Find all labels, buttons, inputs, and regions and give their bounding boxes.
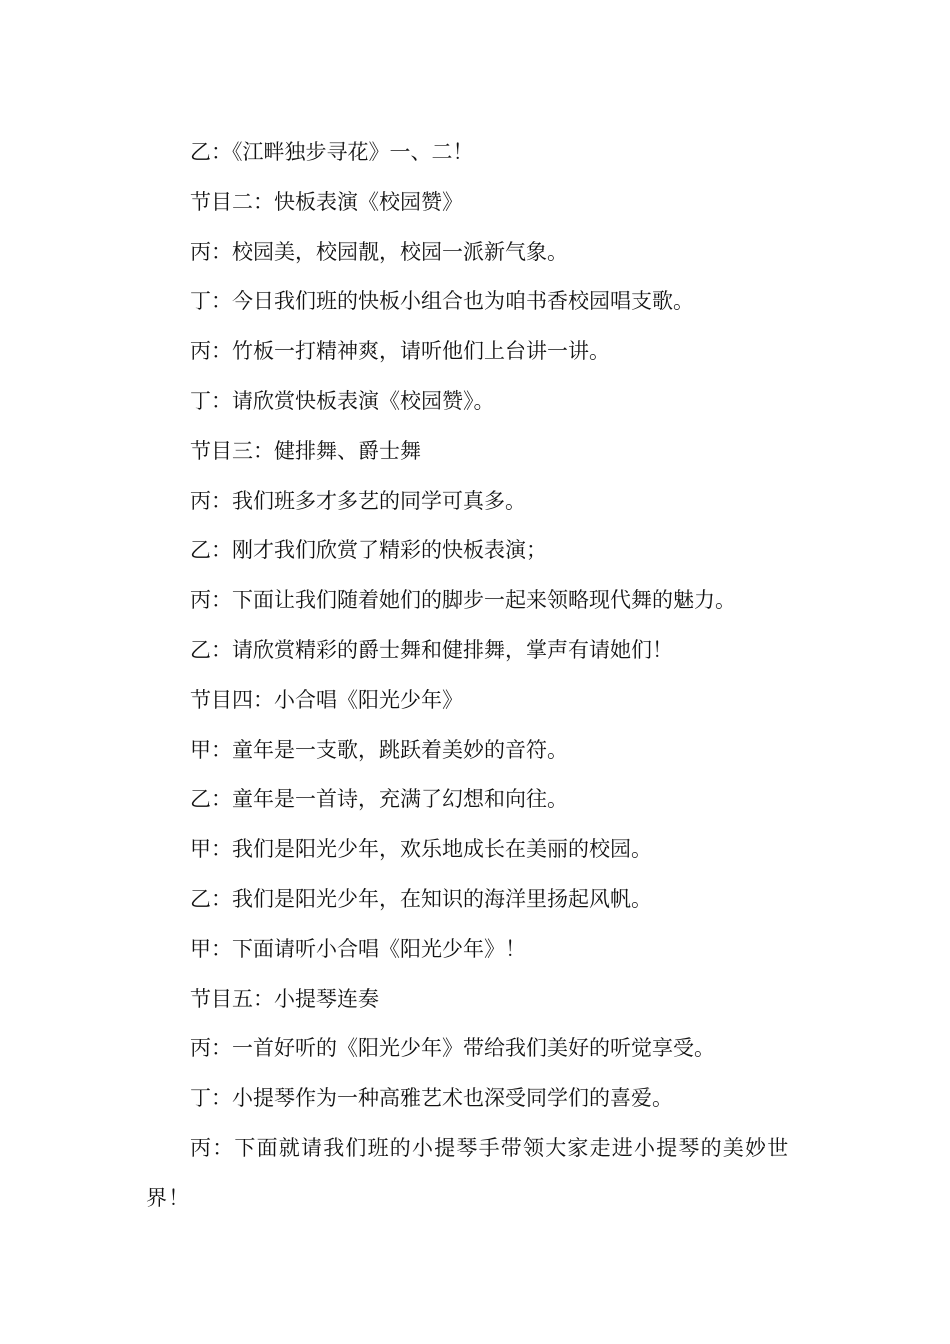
paragraph: 丙：一首好听的《阳光少年》带给我们美好的听觉享受。 bbox=[190, 1036, 715, 1061]
paragraph: 丁：小提琴作为一种高雅艺术也深受同学们的喜爱。 bbox=[190, 1086, 673, 1111]
paragraph: 丁：今日我们班的快板小组合也为咱书香校园唱支歌。 bbox=[190, 289, 694, 314]
document-body bbox=[146, 128, 816, 1224]
program-heading: 节目三：健排舞、爵士舞 bbox=[190, 438, 421, 463]
paragraph: 乙：刚才我们欣赏了精彩的快板表演； bbox=[190, 538, 547, 563]
paragraph: 丙：下面就请我们班的小提琴手带领大家走进小提琴的美妙世界！ bbox=[146, 1135, 790, 1210]
paragraph: 丙：下面让我们随着她们的脚步一起来领略现代舞的魅力。 bbox=[190, 588, 736, 613]
paragraph: 丙：我们班多才多艺的同学可真多。 bbox=[190, 488, 526, 513]
program-heading: 节目五：小提琴连奏 bbox=[190, 986, 379, 1011]
paragraph: 乙：请欣赏精彩的爵士舞和健排舞，掌声有请她们！ bbox=[190, 637, 673, 662]
paragraph: 甲：童年是一支歌，跳跃着美妙的音符。 bbox=[190, 737, 568, 762]
program-heading: 节目二：快板表演《校园赞》 bbox=[190, 189, 463, 214]
paragraph: 丙：校园美，校园靓，校园一派新气象。 bbox=[190, 239, 568, 264]
program-heading: 节目四：小合唱《阳光少年》 bbox=[190, 687, 463, 712]
paragraph: 甲：下面请听小合唱《阳光少年》！ bbox=[190, 936, 526, 961]
paragraph: 丁：请欣赏快板表演《校园赞》。 bbox=[190, 388, 495, 413]
paragraph: 丙：竹板一打精神爽，请听他们上台讲一讲。 bbox=[190, 339, 610, 364]
paragraph: 乙：《江畔独步寻花》一、二！ bbox=[190, 140, 474, 164]
paragraph: 乙：童年是一首诗，充满了幻想和向往。 bbox=[190, 787, 568, 812]
paragraph: 乙：我们是阳光少年，在知识的海洋里扬起风帆。 bbox=[190, 886, 652, 911]
paragraph: 甲：我们是阳光少年，欢乐地成长在美丽的校园。 bbox=[190, 837, 652, 862]
